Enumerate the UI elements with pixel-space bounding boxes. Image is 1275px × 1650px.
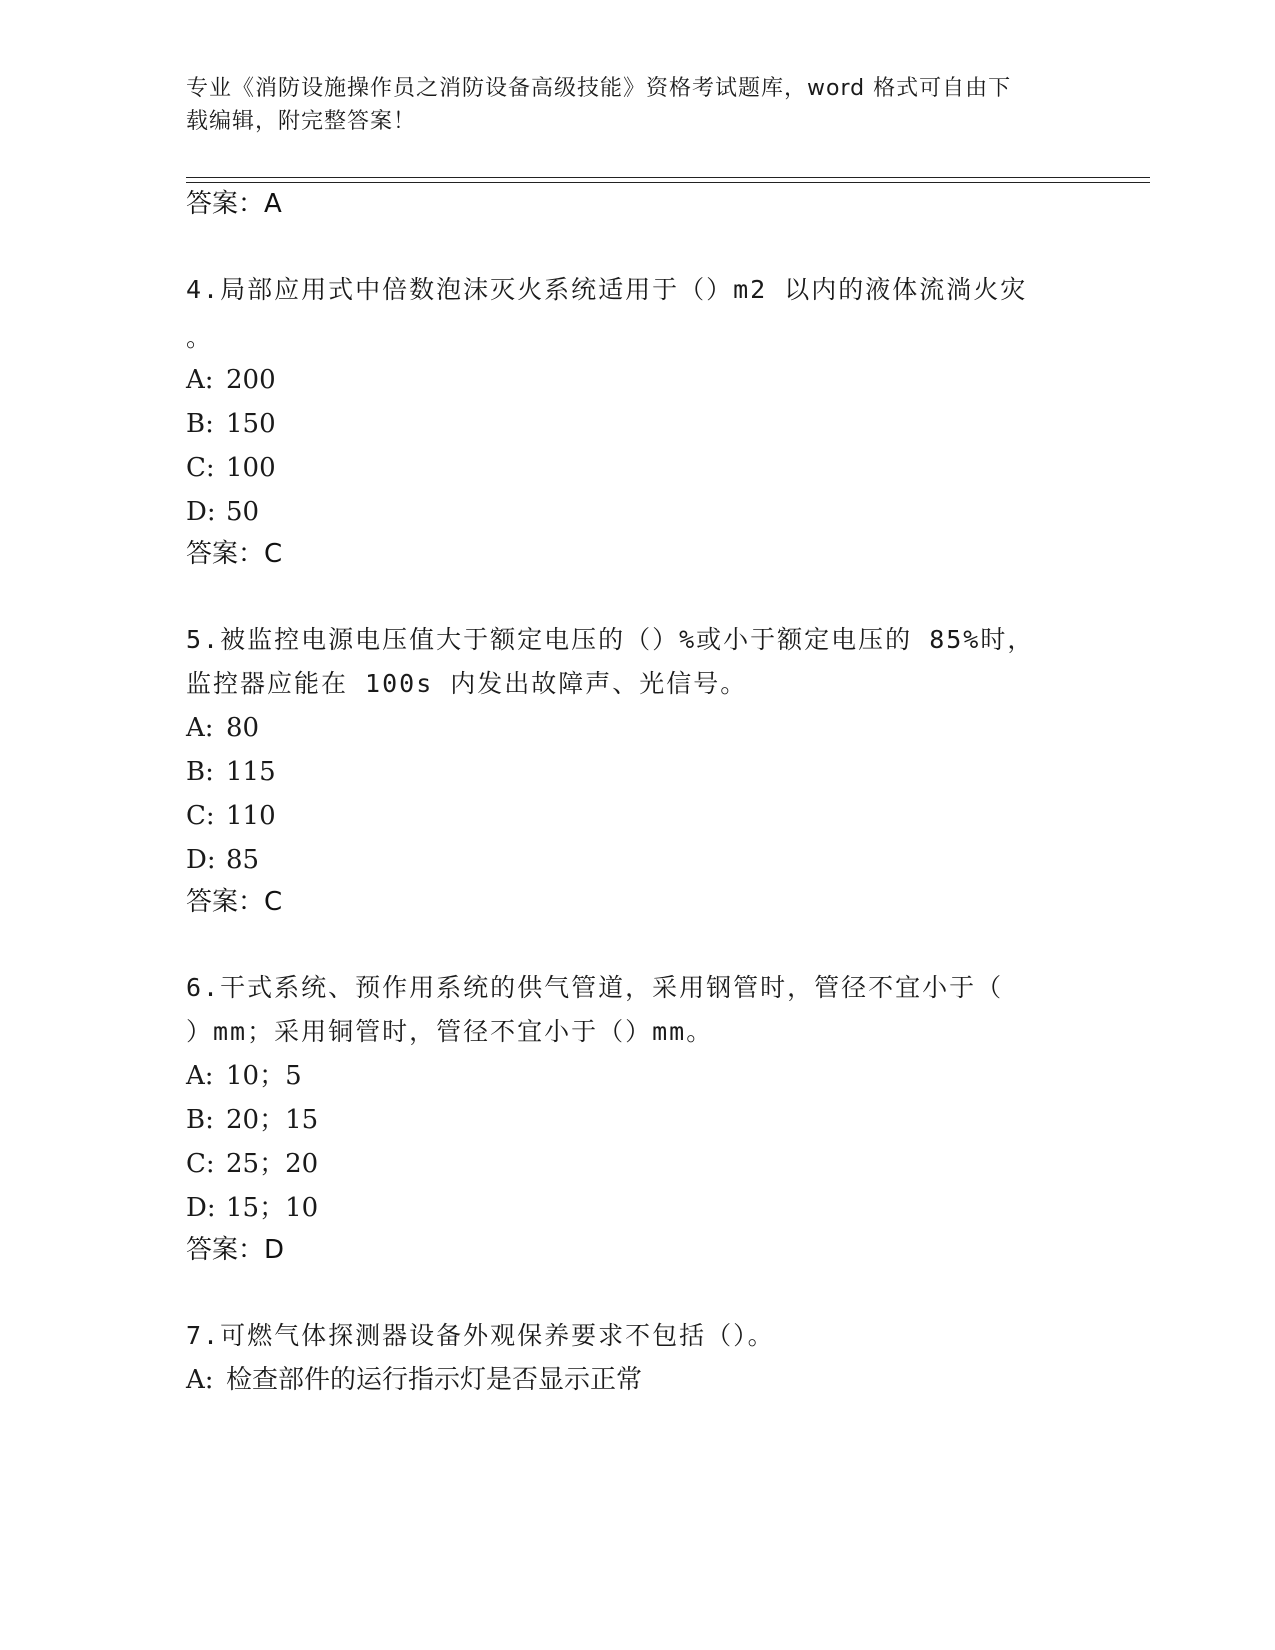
option-text: 50 (226, 497, 260, 527)
question-6-answer: 答案：D (186, 1235, 285, 1265)
question-6-option-d (186, 1192, 318, 1224)
option-text: 25；20 (226, 1149, 319, 1179)
question-4-option-c (186, 452, 276, 484)
question-5-option-a (186, 712, 259, 744)
question-6-text-line-1: 6.干式系统、预作用系统的供气管道，采用钢管时，管径不宜小于（ (186, 973, 1004, 1002)
question-4-option-b (186, 408, 276, 440)
option-key: D: (186, 497, 216, 527)
option-key: C: (186, 801, 215, 831)
option-key: A: (186, 365, 214, 395)
question-6-text-line-2: ）mm；采用铜管时，管径不宜小于（）mm。 (186, 1017, 714, 1046)
previous-answer: 答案：A (186, 189, 282, 219)
option-text: 10；5 (226, 1061, 302, 1091)
option-key: B: (186, 409, 214, 439)
question-4-option-a (186, 364, 276, 396)
option-key: A: (186, 1061, 214, 1091)
option-text: 80 (226, 713, 260, 743)
option-text: 20；15 (226, 1105, 319, 1135)
option-text: 110 (226, 801, 276, 831)
question-7-text-line-1: 7.可燃气体探测器设备外观保养要求不包括（）。 (186, 1321, 775, 1350)
question-4-text-line-2: 。 (186, 323, 214, 352)
question-4-text-line-1: 4.局部应用式中倍数泡沫灭火系统适用于（）m2 以内的液体流淌火灾 (186, 275, 1028, 304)
question-6-option-a (186, 1060, 302, 1092)
option-text: 115 (226, 757, 276, 787)
option-key: C: (186, 453, 215, 483)
option-text: 15；10 (226, 1193, 319, 1223)
option-text: 85 (226, 845, 260, 875)
question-4-answer: 答案：C (186, 539, 283, 569)
question-5-answer: 答案：C (186, 887, 283, 917)
question-5-option-b (186, 756, 276, 788)
question-5-text-line-1: 5.被监控电源电压值大于额定电压的（）%或小于额定电压的 85%时， (186, 625, 1035, 654)
option-key: A: (186, 713, 214, 743)
header-divider-top (186, 177, 1150, 178)
question-5-text-line-2: 监控器应能在 100s 内发出故障声、光信号。 (186, 669, 748, 698)
question-6-option-b (186, 1104, 318, 1136)
question-5-option-d (186, 844, 259, 876)
option-key: C: (186, 1149, 215, 1179)
option-key: B: (186, 1105, 214, 1135)
question-5-option-c (186, 800, 276, 832)
option-text: 200 (226, 365, 276, 395)
option-text: 150 (226, 409, 276, 439)
header-line-1: 专业《消防设施操作员之消防设备高级技能》资格考试题库，word 格式可自由下 (186, 76, 1012, 101)
header-divider-bottom (186, 182, 1150, 183)
option-key: A: (186, 1365, 214, 1395)
option-text: 检查部件的运行指示灯是否显示正常 (226, 1365, 643, 1395)
option-key: B: (186, 757, 214, 787)
question-4-option-d (186, 496, 259, 528)
document-header (186, 72, 1066, 138)
question-7-option-a (186, 1364, 642, 1396)
option-key: D: (186, 1193, 216, 1223)
option-text: 100 (226, 453, 276, 483)
header-line-2: 载编辑，附完整答案！ (186, 109, 417, 134)
option-key: D: (186, 845, 216, 875)
question-6-option-c (186, 1148, 318, 1180)
